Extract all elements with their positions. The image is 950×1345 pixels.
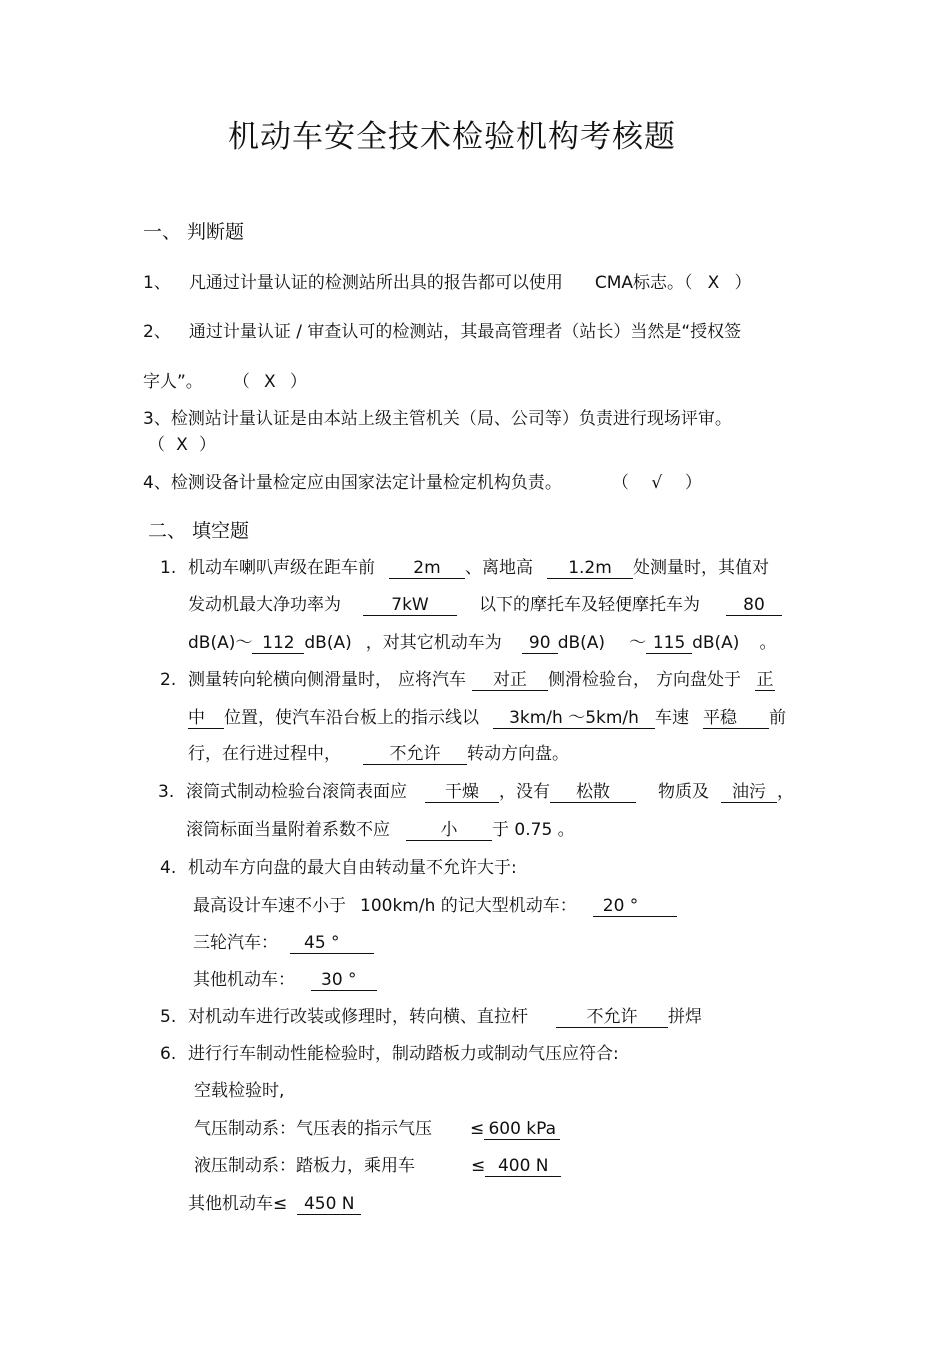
f2-text-d2: 转动方向盘。	[467, 744, 569, 764]
f1-blank-6: 90	[522, 635, 558, 654]
f2-text-d: 行，在行进过程中，	[188, 744, 341, 764]
fill-q6-number: 6.	[160, 1044, 177, 1064]
fill-q2-number: 2.	[160, 670, 177, 690]
f4-row1-label-b: 100km/h 的记大型机动车：	[360, 896, 577, 916]
f2-text-c3: 前	[769, 708, 786, 728]
f4-row1-label: 最高设计车速不小于	[193, 896, 346, 916]
f1-blank-7: 115	[646, 635, 692, 654]
fill-q4-row3	[193, 972, 377, 991]
f2-blank-3: 3km/h ～5km/h	[493, 710, 655, 729]
judgment-q3-line1: 3、检测站计量认证是由本站上级主管机关（局、公司等）负责进行现场评审。	[143, 409, 732, 429]
f1-tilde: ～	[629, 633, 647, 653]
q3-answer: X	[176, 435, 188, 455]
f1-text-d3: ，对其它机动车为	[365, 633, 502, 653]
f4-row2-label: 三轮汽车：	[193, 933, 278, 953]
q1-answer: X	[707, 273, 720, 293]
f2-text-a2: 应将汽车	[398, 670, 466, 690]
f1-unit-2: dB(A)	[557, 633, 606, 653]
fill-q1-line2	[188, 597, 782, 616]
fill-q5-number: 5.	[160, 1007, 177, 1027]
q1-text: 凡通过计量认证的检测站所出具的报告都可以使用	[188, 273, 563, 293]
fill-q2-line3	[188, 746, 569, 765]
fill-q6-row0: 空载检验时,	[194, 1081, 285, 1101]
fill-q4-row2	[193, 935, 374, 954]
f6-le-1: ≤	[470, 1119, 485, 1139]
f5-text-a: 对机动车进行改装或修理时，转向横、直拉杆	[188, 1007, 528, 1027]
f3-text-a3: 物质及	[658, 782, 709, 802]
fill-q6-row1	[194, 1121, 560, 1140]
f6-blank-1: 600 kPa	[484, 1121, 560, 1140]
f1-text-c: 发动机最大净功率为	[188, 595, 341, 615]
judgment-q1	[143, 275, 752, 292]
fill-q3-line1	[186, 784, 794, 803]
f6-row1-label: 气压制动系：气压表的指示气压	[194, 1119, 432, 1139]
f5-text-a2: 拼焊	[668, 1007, 702, 1027]
f1-blank-1: 2m	[389, 560, 465, 579]
q1-cma: CMA	[594, 273, 633, 293]
f2-text-c: 位置，使汽车沿台板上的指示线以	[224, 708, 479, 728]
f3-blank-4: 小	[406, 822, 492, 841]
f1-unit-1: dB(A)	[304, 633, 352, 653]
f3-text-c: 滚筒标面当量附着系数不应	[186, 820, 390, 840]
q3-open: （	[148, 435, 165, 455]
f1-unit-3: dB(A)	[692, 633, 740, 653]
fill-q5-line	[188, 1009, 702, 1028]
f4-row3-label: 其他机动车：	[193, 970, 295, 990]
q2-open: （	[232, 372, 250, 392]
f2-blank-1: 对正	[472, 672, 548, 691]
q4-close: ）	[684, 473, 702, 493]
f1-blank-3: 7kW	[363, 597, 457, 616]
fill-q4-row1	[193, 898, 677, 917]
fill-q6-row3	[188, 1196, 361, 1215]
f6-blank-3: 450 N	[297, 1196, 361, 1215]
fill-q4-number: 4.	[160, 858, 177, 878]
f1-blank-4: 80	[726, 597, 782, 616]
f3-blank-1: 干燥	[425, 784, 499, 803]
f4-blank-3: 30 °	[311, 972, 377, 991]
q3-close: ）	[199, 435, 216, 455]
fill-q6-text: 进行行车制动性能检验时，制动踏板力或制动气压应符合:	[188, 1044, 619, 1064]
f4-blank-1: 20 °	[593, 898, 677, 917]
f1-text-c2: 以下的摩托车及轻便摩托车为	[479, 595, 700, 615]
judgment-q2-line2	[143, 374, 307, 391]
page-title: 机动车安全技术检验机构考核题	[228, 119, 676, 155]
f2-text-a: 测量转向轮横向侧滑量时，	[188, 670, 392, 690]
fill-q1-line3	[188, 635, 776, 654]
f1-period: 。	[759, 633, 777, 653]
fill-q1-line1	[188, 560, 769, 579]
fill-q3-line2	[186, 822, 575, 841]
f6-row2-label: 液压制动系：踏板力，乘用车	[194, 1156, 415, 1176]
f6-row3-label: 其他机动车≤	[188, 1194, 288, 1214]
fill-q4-text: 机动车方向盘的最大自由转动量不允许大于:	[188, 858, 517, 878]
f3-text-a4: ，	[777, 782, 794, 802]
q1-number: 1、	[143, 273, 171, 293]
f3-text-a: 滚筒式制动检验台滚筒表面应	[186, 782, 407, 802]
f1-text-a: 机动车喇叭声级在距车前	[188, 558, 375, 578]
q4-open: （	[611, 473, 629, 493]
q4-text: 4、检测设备计量检定应由国家法定计量检定机构负责。	[143, 473, 562, 493]
judgment-q3-line2	[148, 437, 216, 454]
f3-blank-2: 松散	[550, 784, 636, 803]
f2-blank-4: 平稳	[703, 710, 769, 729]
f2-blank-5: 不允许	[363, 746, 467, 765]
f1-text-a2: 、离地高	[465, 558, 533, 578]
f1-text-a3: 处测量时，其值对	[633, 558, 769, 578]
section-heading-fill: 二、 填空题	[148, 520, 250, 542]
f2-text-c2: 车速	[655, 708, 689, 728]
f4-blank-2: 45 °	[290, 935, 374, 954]
f1-blank-2: 1.2m	[547, 560, 633, 579]
f2-text-a4: 方向盘处于	[656, 670, 741, 690]
q2-text: 通过计量认证 / 审查认可的检测站，其最高管理者（站长）当然是“授权签	[188, 322, 742, 342]
f5-blank-1: 不允许	[556, 1009, 668, 1028]
f1-blank-5: 112	[252, 635, 304, 654]
q2-answer: X	[263, 372, 276, 392]
q4-answer: √	[651, 473, 663, 493]
f6-blank-2: 400 N	[485, 1158, 561, 1177]
q2-close: ）	[289, 372, 307, 392]
f2-text-a3: 侧滑检验台，	[548, 670, 650, 690]
judgment-q2-line1	[143, 324, 741, 341]
q1-suffix: 标志。（	[633, 273, 693, 293]
fill-q2-line1	[188, 672, 775, 691]
section-heading-judgment: 一、 判断题	[143, 221, 245, 243]
q1-close: ）	[734, 273, 752, 293]
fill-q3-number: 3.	[158, 782, 175, 802]
f2-blank-2b: 中	[188, 710, 224, 729]
f2-blank-2a: 正	[756, 670, 774, 690]
f6-le-2: ≤	[471, 1156, 486, 1176]
f3-text-c2: 于 0.75 。	[492, 820, 575, 840]
f3-text-a2: ，没有	[499, 782, 550, 802]
f1-text-d: dB(A)～	[188, 633, 253, 653]
fill-q2-line2	[188, 710, 786, 729]
q2-text-cont: 字人”。	[143, 372, 203, 392]
f3-blank-3: 油污	[721, 784, 777, 803]
fill-q1-number: 1.	[160, 558, 177, 578]
q2-number: 2、	[143, 322, 171, 342]
fill-q6-row2	[194, 1158, 561, 1177]
judgment-q4	[143, 475, 702, 492]
